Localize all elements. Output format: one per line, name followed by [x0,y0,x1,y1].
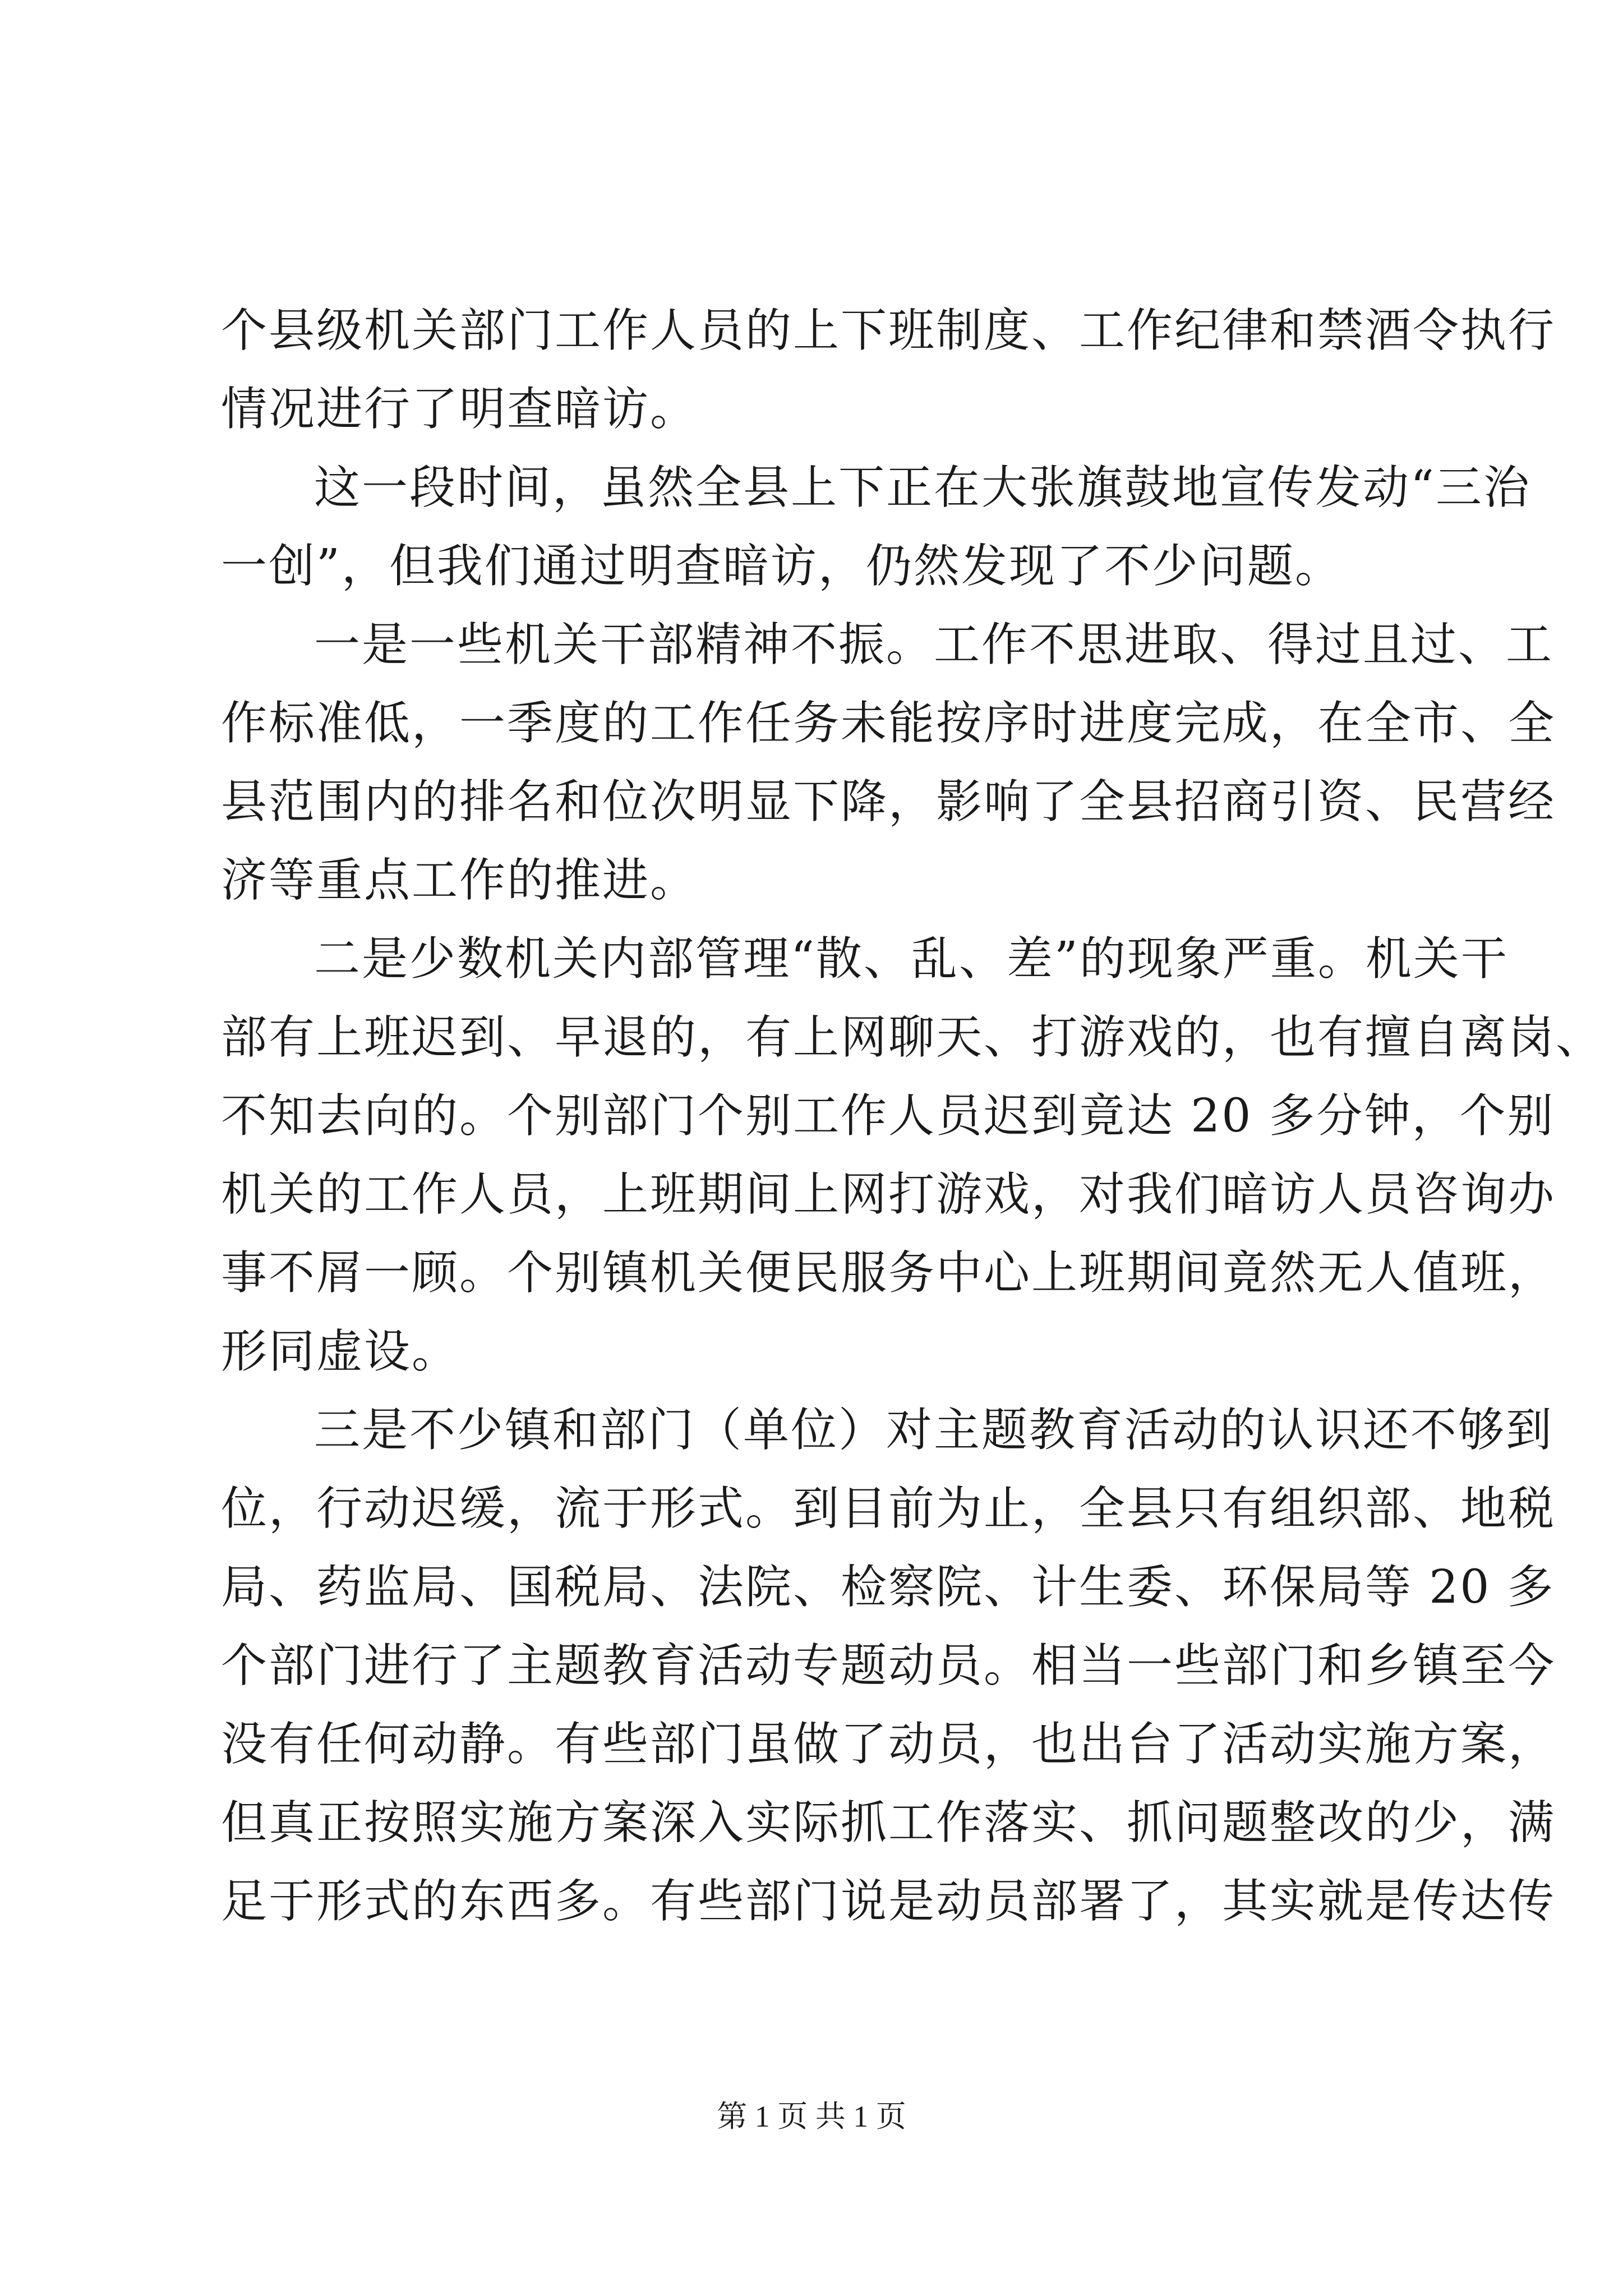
text-line: 一是一些机关干部精神不振。工作不思进取、得过且过、工 [314,618,1554,671]
text-line: 个部门进行了主题教育活动专题动员。相当一些部门和乡镇至今 [221,1639,1556,1692]
text-line: 部有上班迟到、早退的，有上网聊天、打游戏的，也有擅自离岗、 [221,1011,1604,1064]
text-line: 一创”，但我们通过明查暗访，仍然发现了不少问题。 [221,540,1343,593]
text-line: 济等重点工作的推进。 [221,854,698,907]
page-footer: 第 1 页 共 1 页 [717,2100,906,2133]
text-line: 作标准低，一季度的工作任务未能按序时进度完成，在全市、全 [221,697,1556,750]
text-line: 位，行动迟缓，流于形式。到目前为止，全县只有组织部、地税 [221,1482,1556,1535]
text-line: 但真正按照实施方案深入实际抓工作落实、抓问题整改的少，满 [221,1796,1556,1849]
text-line: 三是不少镇和部门（单位）对主题教育活动的认识还不够到 [314,1404,1554,1457]
text-line: 形同虚设。 [221,1325,460,1378]
text-line: 二是少数机关内部管理“散、乱、差”的现象严重。机关干 [314,932,1509,986]
text-line: 没有任何动静。有些部门虽做了动员，也出台了活动实施方案， [221,1718,1556,1771]
text-line: 不知去向的。个别部门个别工作人员迟到竟达 20 多分钟，个别 [221,1089,1555,1143]
text-line: 局、药监局、国税局、法院、检察院、计生委、环保局等 20 多 [221,1561,1555,1614]
text-line: 事不屑一顾。个别镇机关便民服务中心上班期间竟然无人值班， [221,1246,1556,1300]
text-line: 个县级机关部门工作人员的上下班制度、工作纪律和禁酒令执行 [221,304,1556,357]
text-line: 县范围内的排名和位次明显下降，影响了全县招商引资、民营经 [221,775,1556,829]
text-line: 这一段时间，虽然全县上下正在大张旗鼓地宣传发动“三治 [314,461,1531,514]
text-line: 足于形式的东西多。有些部门说是动员部署了，其实就是传达传 [221,1875,1556,1928]
text-line: 情况进行了明查暗访。 [221,383,698,436]
text-line: 机关的工作人员，上班期间上网打游戏，对我们暗访人员咨询办 [221,1168,1556,1221]
